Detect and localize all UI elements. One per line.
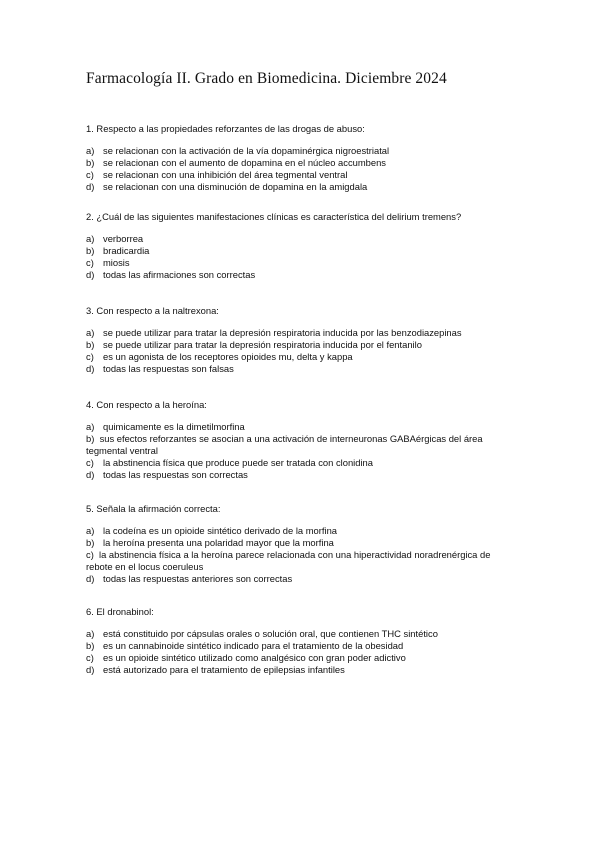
question-2 <box>86 211 516 281</box>
answer-option-b <box>86 433 516 457</box>
option-letter: a) <box>86 525 95 536</box>
option-letter: c) <box>86 652 94 663</box>
answer-option-d <box>86 664 516 676</box>
question-1 <box>86 123 516 193</box>
option-letter: d) <box>86 181 95 192</box>
option-text: se relacionan con el aumento de dopamina en el núcleo accumbens <box>103 157 386 168</box>
question-stem: 2. ¿Cuál de las siguientes manifestaciones clínicas es característica del delirium tremens? <box>86 211 462 222</box>
answer-option-d <box>86 469 516 481</box>
answer-option-a <box>86 628 516 640</box>
answer-option-d <box>86 269 516 281</box>
answer-option-d <box>86 573 516 585</box>
option-letter: d) <box>86 573 95 584</box>
option-letter: b) <box>86 433 95 444</box>
question-stem: 6. El dronabinol: <box>86 606 154 617</box>
option-text: se puede utilizar para tratar la depresión respiratoria inducida por las benzodiazepinas <box>103 327 462 338</box>
question-6 <box>86 606 516 676</box>
question-5 <box>86 503 516 585</box>
option-text: es un opioide sintético utilizado como analgésico con gran poder adictivo <box>103 652 406 663</box>
option-letter: b) <box>86 339 95 350</box>
option-text: quimicamente es la dimetilmorfina <box>103 421 245 432</box>
option-text: se relacionan con la activación de la vía dopaminérgica nigroestriatal <box>103 145 390 156</box>
option-text: se relacionan con una disminución de dopamina en la amigdala <box>103 181 368 192</box>
option-letter: a) <box>86 421 95 432</box>
option-text: todas las respuestas son falsas <box>103 363 234 374</box>
document-title: Farmacología II. Grado en Biomedicina. Diciembre 2024 <box>86 70 447 87</box>
answer-option-c <box>86 457 516 469</box>
question-4 <box>86 399 516 481</box>
option-text: todas las respuestas son correctas <box>103 469 248 480</box>
option-letter: c) <box>86 457 94 468</box>
option-text: todas las afirmaciones son correctas <box>103 269 256 280</box>
option-text: se puede utilizar para tratar la depresión respiratoria inducida por el fentanilo <box>103 339 422 350</box>
answer-option-a <box>86 233 516 245</box>
answer-option-a <box>86 525 516 537</box>
answer-option-c <box>86 257 516 269</box>
option-letter: a) <box>86 233 95 244</box>
option-text: sus efectos reforzantes se asocian a una activación de interneuronas GABAérgicas del área tegmental ventral <box>86 433 483 456</box>
option-letter: c) <box>86 257 94 268</box>
option-letter: a) <box>86 145 95 156</box>
option-text: la codeína es un opioide sintético derivado de la morfina <box>103 525 338 536</box>
option-letter: d) <box>86 363 95 374</box>
answer-option-c <box>86 169 516 181</box>
answer-option-c <box>86 549 516 573</box>
answer-option-d <box>86 363 516 375</box>
answer-option-b <box>86 245 516 257</box>
option-text: es un agonista de los receptores opioides mu, delta y kappa <box>103 351 353 362</box>
option-text: miosis <box>103 257 130 268</box>
answer-option-c <box>86 351 516 363</box>
option-text: bradicardia <box>103 245 150 256</box>
option-text: se relacionan con una inhibición del área tegmental ventral <box>103 169 348 180</box>
option-letter: a) <box>86 327 95 338</box>
answer-option-a <box>86 421 516 433</box>
option-text: está autorizado para el tratamiento de epilepsias infantiles <box>103 664 345 675</box>
option-text: la heroína presenta una polaridad mayor que la morfina <box>103 537 334 548</box>
answer-option-b <box>86 537 516 549</box>
option-text: está constituido por cápsulas orales o solución oral, que contienen THC sintético <box>103 628 438 639</box>
answer-option-b <box>86 640 516 652</box>
option-text: verborrea <box>103 233 144 244</box>
answer-option-a <box>86 327 516 339</box>
option-letter: b) <box>86 640 95 651</box>
option-letter: d) <box>86 469 95 480</box>
question-stem: 3. Con respecto a la naltrexona: <box>86 305 219 316</box>
question-3 <box>86 305 516 375</box>
option-text: la abstinencia física a la heroína parece relacionada con una hiperactividad noradrenérgica de rebote en el locus coeruleus <box>86 549 491 572</box>
option-letter: b) <box>86 537 95 548</box>
option-letter: d) <box>86 664 95 675</box>
option-letter: c) <box>86 169 94 180</box>
option-letter: b) <box>86 157 95 168</box>
option-letter: c) <box>86 549 94 560</box>
option-letter: b) <box>86 245 95 256</box>
question-stem: 1. Respecto a las propiedades reforzantes de las drogas de abuso: <box>86 123 365 134</box>
option-letter: d) <box>86 269 95 280</box>
question-stem: 5. Señala la afirmación correcta: <box>86 503 221 514</box>
option-text: la abstinencia física que produce puede ser tratada con clonidina <box>103 457 373 468</box>
option-text: es un cannabinoide sintético indicado para el tratamiento de la obesidad <box>103 640 404 651</box>
option-letter: a) <box>86 628 95 639</box>
answer-option-c <box>86 652 516 664</box>
answer-option-b <box>86 339 516 351</box>
answer-option-d <box>86 181 516 193</box>
option-text: todas las respuestas anteriores son correctas <box>103 573 293 584</box>
answer-option-b <box>86 157 516 169</box>
question-stem: 4. Con respecto a la heroína: <box>86 399 207 410</box>
option-letter: c) <box>86 351 94 362</box>
answer-option-a <box>86 145 516 157</box>
